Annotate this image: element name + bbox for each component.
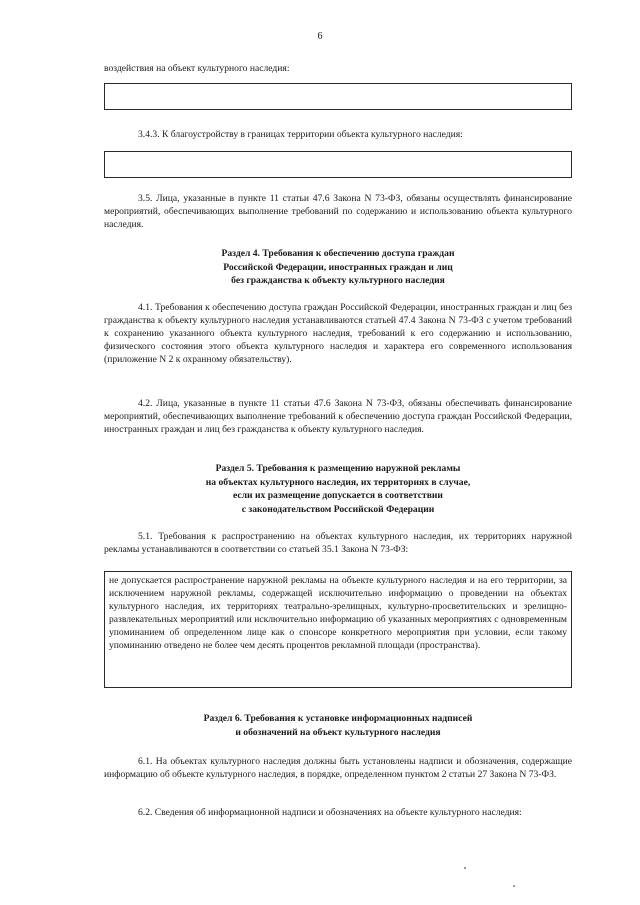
scan-speck — [464, 867, 466, 869]
advertising-requirements-text: не допускается распространение наружной рекламы на объекте культурного наследия и на его территории, за исключением наружной рекламы, содержащей исключительно информацию о проведении на объектах культурного наследия, их территориях театрально-зрелищных, культурно-просветительских и зрелищно-развлекательных мероприятий или исключительно информацию об указанных мероприятиях с одновременным упоминанием об определенном лице как о спонсоре конкретного мероприятия при условии, если такому упоминанию отведено не более чем десять процентов рекламной площади (пространства). — [109, 575, 567, 651]
section-4-heading — [104, 247, 572, 288]
section-4-heading-line3: без гражданства к объекту культурного наследия — [231, 275, 445, 286]
section-5-heading — [104, 462, 572, 516]
fill-box-impact[interactable] — [104, 83, 572, 110]
section-6-heading-line2: и обозначений на объект культурного наследия — [235, 726, 441, 738]
paragraph-6-2: 6.2. Сведения об информационной надписи и обозначениях на объекте культурного наследия: — [138, 807, 522, 818]
paragraph-3-4-3: 3.4.3. К благоустройству в границах территории объекта культурного наследия: — [138, 129, 463, 140]
section-6-heading-line1: Раздел 6. Требования к установке информационных надписей — [203, 713, 473, 724]
section-4-heading-line1: Раздел 4. Требования к обеспечению доступа граждан — [221, 248, 455, 259]
scan-speck — [513, 885, 515, 887]
paragraph-impact-continuation: воздействия на объект культурного наследия: — [104, 63, 290, 74]
section-5-heading-line2: на объектах культурного наследия, их территориях в случае, — [205, 476, 471, 488]
paragraph-4-2: 4.2. Лица, указанные в пункте 11 статьи 47.6 Закона N 73-ФЗ, обязаны обеспечивать финансирование мероприятий, обеспечивающих выполнение требований к обеспечению доступа граждан Российской Федерации, иностранных граждан и лиц без гражданства к объекту культурного наследия. — [104, 398, 572, 435]
section-5-heading-line4: с законодательством Российской Федерации — [241, 503, 435, 515]
page-number: 6 — [317, 31, 323, 42]
section-6-heading — [104, 712, 572, 739]
section-5-heading-line3: если их размещение допускается в соответствии — [233, 490, 443, 501]
paragraph-5-1: 5.1. Требования к распространению на объектах культурного наследия, их территориях наружной рекламы устанавливаются в соответствии со статьей 35.1 Закона N 73-ФЗ: — [104, 531, 572, 555]
paragraph-3-5: 3.5. Лица, указанные в пункте 11 статьи 47.6 Закона N 73-ФЗ, обязаны осуществлять финансирование мероприятий, обеспечивающих выполнение требований по содержанию и использованию объекта культурного наследия. — [104, 193, 572, 230]
advertising-requirements-box — [104, 571, 572, 688]
paragraph-4-1: 4.1. Требования к обеспечению доступа граждан Российской Федерации, иностранных граждан и лиц без гражданства к объекту культурного наследия устанавливаются статьей 47.4 Закона N 73-ФЗ с учетом требований к сохранению указанного объекта культурного наследия, требований к его содержанию и использованию, физического состояния этого объекта культурного наследия и характера его современного использования (приложение N 2 к охранному обязательству). — [104, 302, 572, 365]
paragraph-6-1: 6.1. На объектах культурного наследия должны быть установлены надписи и обозначения, содержащие информацию об объекте культурного наследия, в порядке, определенном пунктом 2 статьи 27 Закона N 73-ФЗ. — [104, 756, 572, 780]
section-4-heading-line2: Российской Федерации, иностранных граждан и лиц — [223, 261, 453, 273]
section-5-heading-line1: Раздел 5. Требования к размещению наружной рекламы — [215, 463, 461, 474]
fill-box-landscaping[interactable] — [104, 151, 572, 178]
